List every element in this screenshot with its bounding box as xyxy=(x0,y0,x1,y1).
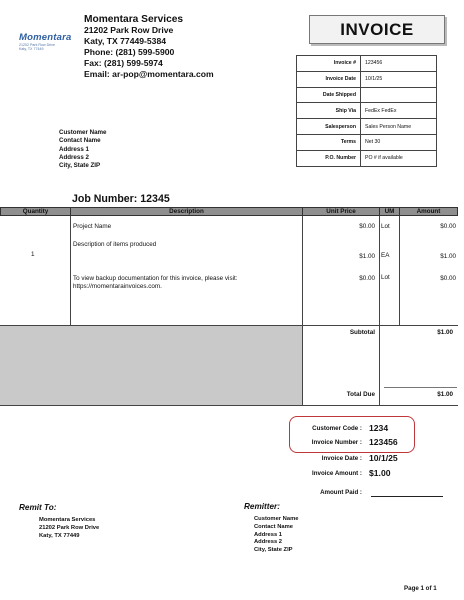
item-um: Lot xyxy=(381,274,390,281)
remitter-line: Customer Name xyxy=(254,516,299,522)
remitter-line: Address 1 xyxy=(254,531,283,538)
remitter-line: Address 2 xyxy=(254,539,283,546)
remitter-heading: Remitter: xyxy=(244,502,280,511)
remit-to-line: Katy, TX 77449 xyxy=(39,532,80,539)
remit-to-heading: Remit To: xyxy=(19,503,57,512)
meta-label: Terms xyxy=(297,134,361,150)
amount-paid-line xyxy=(371,496,443,497)
meta-row xyxy=(297,71,437,87)
company-info xyxy=(84,14,214,80)
job-number: Job Number: 12345 xyxy=(72,193,170,205)
invoice-title: INVOICE xyxy=(309,15,445,44)
column-divider xyxy=(302,216,303,406)
item-unit-price: $1.00 xyxy=(359,253,375,260)
meta-label: Invoice Date xyxy=(297,71,361,87)
meta-value: PO # if available xyxy=(361,150,437,166)
meta-row xyxy=(297,150,437,166)
remit-to-line: 21202 Park Row Drive xyxy=(39,524,100,531)
remitter-block xyxy=(244,502,298,555)
col-header-unit-price: Unit Price xyxy=(302,207,380,216)
customer-address-2: Address 2 xyxy=(59,153,89,161)
row-divider xyxy=(0,325,458,326)
total-due-value: $1.00 xyxy=(437,391,453,398)
company-logo xyxy=(19,32,71,51)
col-header-amount: Amount xyxy=(399,207,458,216)
subtotal-value: $1.00 xyxy=(437,329,453,336)
column-divider xyxy=(70,216,71,326)
invoice-date-label: Invoice Date : xyxy=(321,455,362,462)
meta-label: Salesperson xyxy=(297,119,361,135)
line-items-table xyxy=(0,207,458,406)
item-description: Project Name xyxy=(73,223,112,230)
item-description: Description of items produced xyxy=(73,241,157,248)
meta-value: Sales Person Name xyxy=(361,119,437,135)
item-amount: $0.00 xyxy=(440,275,456,282)
item-description: To view backup documentation for this invoice, please visit: https://momentarainvoices.com. xyxy=(73,275,238,290)
meta-value: FedEx FedEx xyxy=(361,103,437,119)
invoice-meta-table xyxy=(296,55,437,167)
remitter-line: Contact Name xyxy=(254,523,293,530)
meta-value: 10/1/25 xyxy=(361,71,437,87)
customer-address-1: Address 1 xyxy=(59,145,89,153)
col-header-um: UM xyxy=(379,207,400,216)
company-email: Email: ar-pop@momentara.com xyxy=(84,69,214,79)
meta-row xyxy=(297,103,437,119)
company-fax: Fax: (281) 599-5974 xyxy=(84,58,163,68)
logo-wordmark: Momentara xyxy=(19,32,72,43)
meta-value: Net 30 xyxy=(361,134,437,150)
meta-label: Invoice # xyxy=(297,56,361,72)
company-phone: Phone: (281) 599-5900 xyxy=(84,47,175,57)
item-unit-price: $0.00 xyxy=(359,223,375,230)
meta-value xyxy=(361,87,437,103)
remit-to-block xyxy=(19,503,99,540)
amount-paid-label: Amount Paid : xyxy=(320,489,362,496)
meta-row xyxy=(297,134,437,150)
item-amount: $0.00 xyxy=(440,223,456,230)
remitter-address xyxy=(254,516,298,555)
item-um: EA xyxy=(381,252,390,259)
remit-to-address xyxy=(39,517,99,540)
logo-address-line: Katy, TX 77449 xyxy=(19,47,44,52)
column-divider xyxy=(399,216,400,326)
company-name: Momentara Services xyxy=(84,14,184,25)
bill-to-address xyxy=(59,129,106,170)
company-address-1: 21202 Park Row Drive xyxy=(84,25,174,35)
item-amount: $1.00 xyxy=(440,253,456,260)
column-divider xyxy=(379,216,380,406)
customer-contact: Contact Name xyxy=(59,137,101,145)
row-divider xyxy=(0,405,458,406)
customer-name: Customer Name xyxy=(59,129,107,136)
col-header-description: Description xyxy=(70,207,303,216)
logo-address-line: 21202 Park Row Drive xyxy=(19,43,55,47)
col-header-quantity: Quantity xyxy=(0,207,71,216)
total-rule xyxy=(384,387,457,388)
remit-to-line: Momentara Services xyxy=(39,517,96,523)
subtotal-label: Subtotal xyxy=(349,329,375,336)
invoice-date-value: 10/1/25 xyxy=(369,453,398,463)
customer-code-value: 1234 xyxy=(369,423,389,433)
meta-value: 123456 xyxy=(361,56,437,72)
item-um: Lot xyxy=(381,223,390,230)
meta-row xyxy=(297,56,437,72)
invoice-number-value: 123456 xyxy=(369,437,398,447)
remitter-line: City, State ZIP xyxy=(254,547,293,554)
meta-row xyxy=(297,119,437,135)
invoice-amount-label: Invoice Amount : xyxy=(312,470,362,477)
gray-fill-area xyxy=(0,325,302,405)
customer-code-label: Customer Code : xyxy=(312,425,362,432)
item-quantity: 1 xyxy=(31,251,35,258)
meta-label: Ship Via xyxy=(297,103,361,119)
total-due-label: Total Due xyxy=(346,391,375,398)
invoice-number-label: Invoice Number : xyxy=(311,439,362,446)
page-number: Page 1 of 1 xyxy=(404,585,437,592)
highlighted-codes-box xyxy=(289,416,415,453)
meta-label: P.O. Number xyxy=(297,150,361,166)
company-address-2: Katy, TX 77449-5384 xyxy=(84,36,167,46)
customer-city: City, State ZIP xyxy=(59,162,101,170)
meta-label: Date Shipped xyxy=(297,87,361,103)
item-unit-price: $0.00 xyxy=(359,275,375,282)
meta-row xyxy=(297,87,437,103)
invoice-amount-value: $1.00 xyxy=(369,468,391,478)
